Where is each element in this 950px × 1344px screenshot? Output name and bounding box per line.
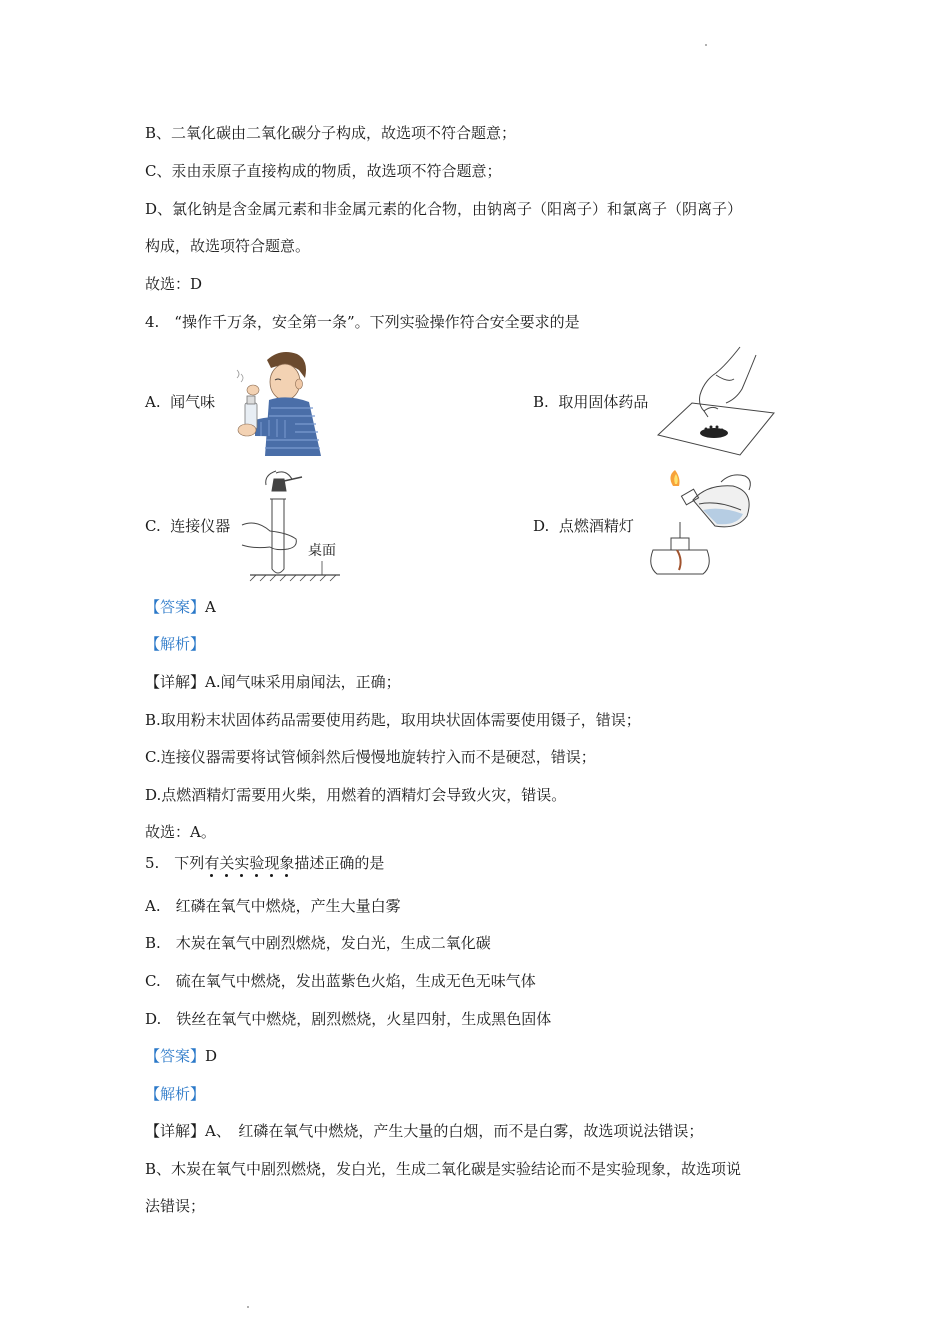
figure-lighting-alcohol-lamp	[637, 470, 757, 582]
q5-emphasis-char: 有	[204, 854, 220, 872]
q5-emphasis-char: 象	[279, 854, 295, 872]
q4-answer-tag: 【答案】	[145, 598, 206, 616]
q5-answer	[145, 1045, 217, 1067]
q4-option-a	[145, 391, 215, 413]
q4-detail-d: D.点燃酒精灯需要用火柴，用燃着的酒精灯会导致火灾，错误。	[145, 786, 567, 804]
q5-detail-tag: 【详解】	[145, 1122, 206, 1140]
q4-option-c-text: 连接仪器	[170, 517, 231, 535]
q5-detail-b-line1: B、木炭在氧气中剧烈燃烧，发白光，生成二氧化碳是实验结论而不是实验现象，故选项说	[145, 1160, 742, 1178]
q4-detail-c: C.连接仪器需要将试管倾斜然后慢慢地旋转拧入而不是硬怼，错误；	[145, 748, 596, 766]
q4-option-a-text: 闻气味	[170, 393, 216, 411]
q3-option-c-explanation: C、汞由汞原子直接构成的物质，故选项不符合题意；	[145, 162, 502, 180]
q4-option-b-text: 取用固体药品	[558, 393, 649, 411]
q5-option-d: D. 铁丝在氧气中燃烧，剧烈燃烧，火星四射，生成黑色固体	[145, 1010, 552, 1028]
figure-taking-solid-reagent	[656, 345, 776, 460]
q5-option-c: C. 硫在氧气中燃烧，发出蓝紫色火焰，生成无色无味气体	[145, 972, 536, 990]
figure-smelling-gas	[225, 348, 325, 458]
q3-option-d-explanation-line2: 构成，故选项符合题意。	[145, 237, 311, 255]
q5-detail-b-line2: 法错误；	[145, 1197, 206, 1215]
q5-emphasis-char: 验	[249, 854, 265, 872]
q5-emphasis-char: 关	[219, 854, 235, 872]
q4-analysis-tag: 【解析】	[145, 635, 206, 653]
page-speck	[247, 1306, 249, 1308]
q4-answer-value: A	[205, 598, 216, 616]
q4-option-b	[533, 391, 648, 413]
q3-option-b-explanation: B、二氧化碳由二氧化碳分子构成，故选项不符合题意；	[145, 124, 517, 142]
q4-option-b-letter: B.	[533, 393, 549, 411]
q5-detail-a	[145, 1120, 703, 1142]
q5-emphasis-char: 现	[264, 854, 280, 872]
q4-detail-tag: 【详解】	[145, 673, 206, 691]
q5-answer-value: D	[205, 1047, 218, 1065]
q5-stem-prefix: 5. 下列	[145, 854, 205, 872]
q4-option-d-text: 点燃酒精灯	[558, 517, 634, 535]
q4-detail-b: B.取用粉末状固体药品需要使用药匙，取用块状固体需要使用镊子，错误；	[145, 711, 641, 729]
q5-emphasis-char: 实	[234, 854, 250, 872]
figure-connecting-instrument	[236, 465, 346, 585]
q5-detail-a-text: A、 红磷在氧气中燃烧，产生大量的白烟，而不是白雾，故选项说法错误；	[205, 1122, 704, 1140]
q3-choice: 故选：D	[145, 275, 203, 293]
q4-stem: 4. “操作千万条，安全第一条”。下列实验操作符合安全要求的是	[145, 313, 580, 331]
q4-detail-a	[145, 671, 401, 693]
q5-stem	[145, 852, 384, 874]
q5-answer-tag: 【答案】	[145, 1047, 206, 1065]
q4-option-a-letter: A.	[145, 393, 161, 411]
q4-choice: 故选：A。	[145, 823, 216, 841]
q5-option-a: A. 红磷在氧气中燃烧，产生大量白雾	[145, 897, 401, 915]
figure-desk-label: 桌面	[308, 543, 336, 559]
q4-answer	[145, 596, 216, 618]
q4-option-d	[533, 515, 634, 537]
q5-stem-suffix: 描述正确的是	[294, 854, 385, 872]
q5-option-b: B. 木炭在氧气中剧烈燃烧，发白光，生成二氧化碳	[145, 934, 491, 952]
q3-option-d-explanation-line1: D、氯化钠是含金属元素和非金属元素的化合物，由钠离子（阳离子）和氯离子（阴离子）	[145, 200, 743, 218]
q5-analysis-tag: 【解析】	[145, 1085, 206, 1103]
page-speck	[705, 44, 707, 46]
q4-option-d-letter: D.	[533, 517, 550, 535]
q4-option-c-letter: C.	[145, 517, 161, 535]
q4-detail-a-text: A.闻气味采用扇闻法，正确；	[205, 673, 401, 691]
q4-option-c	[145, 515, 230, 537]
